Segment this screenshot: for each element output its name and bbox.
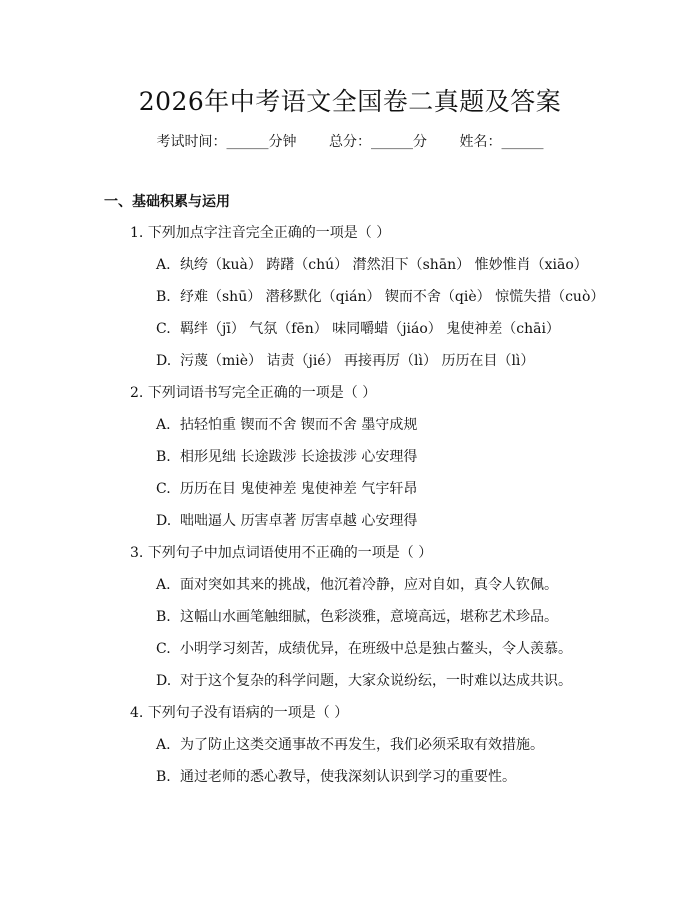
option-letter: D. [156, 513, 172, 529]
option-text: 小明学习刻苦，成绩优异，在班级中总是独占鳌头，令人羡慕。 [180, 641, 572, 657]
student-name-field: 姓名：______ [459, 134, 544, 150]
option-letter: A. [156, 577, 171, 593]
question-number: 3. [130, 545, 144, 561]
question-2-option-b [156, 446, 417, 466]
question-3-option-c [156, 638, 572, 658]
option-text: 历历在目 鬼使神差 鬼使神差 气宇轩昂 [180, 481, 418, 497]
question-stem: 下列词语书写完全正确的一项是（ ） [147, 385, 377, 401]
option-letter: B. [156, 609, 171, 625]
question-3 [130, 542, 432, 562]
option-letter: B. [156, 769, 171, 785]
option-letter: C. [156, 641, 171, 657]
question-2-option-c [156, 478, 417, 498]
option-text: 为了防止这类交通事故不再发生，我们必须采取有效措施。 [180, 737, 544, 753]
exam-time-field: 考试时间：______分钟 [156, 134, 297, 150]
question-4-option-b [156, 766, 516, 786]
page-title: 2026年中考语文全国卷二真题及答案 [138, 87, 562, 116]
question-4-option-a [156, 734, 544, 754]
option-text: 对于这个复杂的科学问题，大家众说纷纭，一时难以达成共识。 [180, 673, 572, 689]
option-letter: A. [156, 257, 171, 273]
question-1-option-d [156, 350, 534, 370]
option-text: 通过老师的悉心教导，使我深刻认识到学习的重要性。 [180, 769, 516, 785]
question-2-option-a [156, 414, 417, 434]
question-number: 4. [130, 705, 144, 721]
option-text: 这幅山水画笔触细腻，色彩淡雅，意境高远，堪称艺术珍品。 [180, 609, 558, 625]
question-2-option-d [156, 510, 417, 530]
option-letter: D. [156, 673, 172, 689]
option-text: 污蔑（miè） 诘责（jié） 再接再厉（lì） 历历在目（lì） [180, 353, 535, 369]
exam-meta [0, 131, 700, 151]
question-3-option-b [156, 606, 558, 626]
option-letter: A. [156, 417, 171, 433]
option-text: 面对突如其来的挑战，他沉着冷静，应对自如，真令人钦佩。 [180, 577, 558, 593]
question-4 [130, 702, 348, 722]
option-letter: B. [156, 449, 171, 465]
total-score-field: 总分：______分 [329, 134, 427, 150]
option-letter: B. [156, 289, 171, 305]
question-stem: 下列句子中加点词语使用不正确的一项是（ ） [147, 545, 433, 561]
option-text: 羁绊（jī） 气氛（fēn） 味同嚼蜡（jiáo） 鬼使神差（chāi） [180, 321, 560, 337]
option-text: 相形见绌 长途跋涉 长途拔涉 心安理得 [180, 449, 418, 465]
question-3-option-d [156, 670, 572, 690]
question-stem: 下列句子没有语病的一项是（ ） [147, 705, 349, 721]
question-number: 1. [130, 225, 144, 241]
option-text: 咄咄逼人 历害卓著 厉害卓越 心安理得 [180, 513, 418, 529]
question-stem: 下列加点字注音完全正确的一项是（ ） [147, 225, 391, 241]
question-3-option-a [156, 574, 558, 594]
option-text: 拈轻怕重 锲而不舍 锲而不舍 墨守成规 [180, 417, 418, 433]
option-letter: C. [156, 321, 171, 337]
question-1 [130, 222, 390, 242]
section-heading: 一、基础积累与运用 [104, 194, 230, 210]
option-letter: A. [156, 737, 171, 753]
question-number: 2. [130, 385, 144, 401]
question-1-option-c [156, 318, 560, 338]
question-2 [130, 382, 376, 402]
option-text: 纨绔（kuà） 踌躇（chú） 潸然泪下（shān） 惟妙惟肖（xiāo） [180, 257, 588, 273]
question-1-option-b [156, 286, 604, 306]
option-letter: C. [156, 481, 171, 497]
question-1-option-a [156, 254, 588, 274]
option-letter: D. [156, 353, 172, 369]
option-text: 纾难（shū） 潜移默化（qián） 锲而不舍（qiè） 惊慌失措（cuò） [180, 289, 605, 305]
